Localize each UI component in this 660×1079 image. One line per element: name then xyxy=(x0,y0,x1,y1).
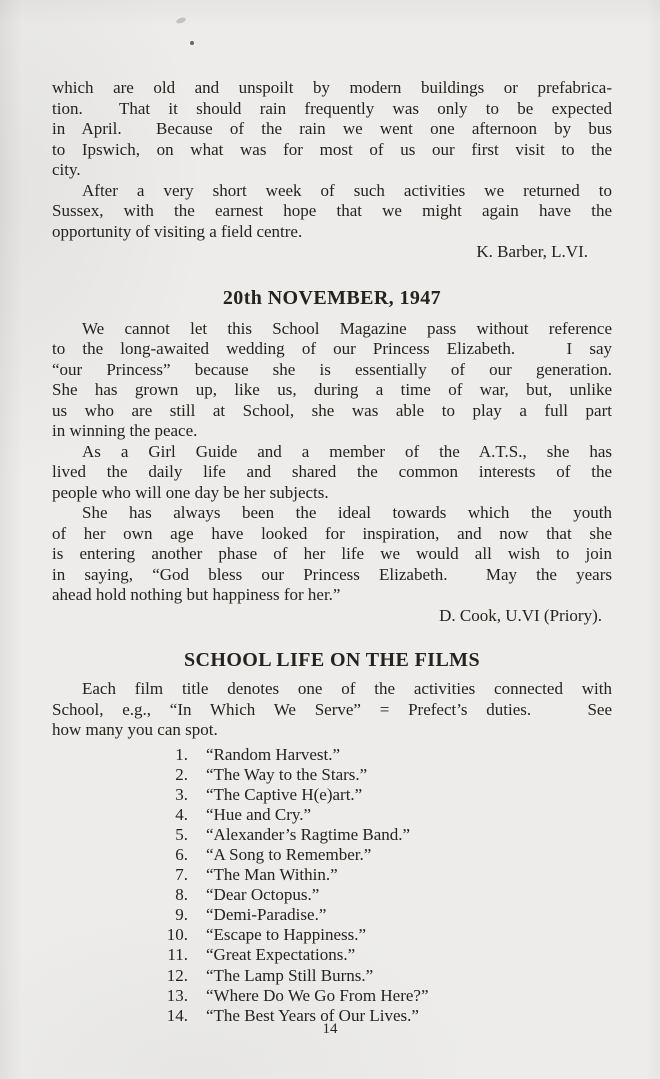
item-number: 1. xyxy=(175,744,188,764)
paragraph xyxy=(52,679,612,741)
item-number: 11. xyxy=(167,945,188,965)
film-title: “The Lamp Still Burns.” xyxy=(206,965,374,985)
text-line: us who are still at School, she was able to play a full part xyxy=(52,400,612,420)
film-title: “The Way to the Stars.” xyxy=(206,764,368,784)
list-item xyxy=(152,885,612,905)
text-line: After a very short week of such activities we returned to xyxy=(82,180,612,200)
film-title: “The Man Within.” xyxy=(206,865,338,885)
section-heading: 20th NOVEMBER, 1947 xyxy=(222,286,442,309)
film-title: “The Best Years of Our Lives.” xyxy=(206,1005,419,1025)
text-line: people who will one day be her subjects. xyxy=(52,482,329,502)
text-line: We cannot let this School Magazine pass without reference xyxy=(82,318,612,338)
text-line: tion. That it should rain frequently was only to be expected xyxy=(52,98,612,118)
text-line: city. xyxy=(52,160,81,179)
film-title: “Hue and Cry.” xyxy=(206,804,312,824)
text-line: School, e.g., “In Which We Serve” = Prefect’s duties. See xyxy=(52,699,612,719)
film-title: “Random Harvest.” xyxy=(206,744,341,764)
list-item xyxy=(152,825,612,845)
item-number: 6. xyxy=(175,844,188,864)
film-title: “Escape to Happiness.” xyxy=(206,925,367,945)
list-item xyxy=(152,966,612,986)
text-line: ahead hold nothing but happiness for her.” xyxy=(52,585,341,604)
text-line: is entering another phase of her life we would all wish to join xyxy=(52,544,612,563)
item-number: 5. xyxy=(175,824,188,844)
author-attribution: D. Cook, U.VI (Priory). xyxy=(439,605,602,625)
list-item xyxy=(152,765,612,785)
text-line: Each film title denotes one of the activities connected with xyxy=(82,679,612,698)
article-november-wedding xyxy=(52,286,612,627)
text-line: She has always been the ideal towards which the youth xyxy=(82,503,612,522)
list-item xyxy=(152,865,612,885)
article-field-trip xyxy=(52,78,612,263)
item-number: 13. xyxy=(166,985,188,1005)
ink-speck xyxy=(190,41,194,45)
paragraph xyxy=(52,319,612,442)
paragraph xyxy=(52,181,612,243)
list-item xyxy=(152,986,612,1006)
text-line: how many you can spot. xyxy=(52,720,218,739)
text-line: in winning the peace. xyxy=(52,421,198,440)
page-number: 14 xyxy=(322,1021,338,1037)
list-item xyxy=(152,745,612,765)
list-item xyxy=(152,785,612,805)
item-number: 12. xyxy=(166,965,188,985)
item-number: 4. xyxy=(175,804,188,824)
text-line: which are old and unspoilt by modern buildings or prefabrica- xyxy=(52,78,612,97)
scan-smudge xyxy=(175,16,186,24)
film-title: “The Captive H(e)art.” xyxy=(206,784,363,804)
article-school-films xyxy=(52,648,612,1026)
list-item xyxy=(152,905,612,925)
film-title: “Great Expectations.” xyxy=(206,945,356,965)
author-attribution: K. Barber, L.VI. xyxy=(476,242,588,261)
page-content xyxy=(52,78,612,1026)
text-line: “our Princess” because she is essentially of our generation. xyxy=(52,359,612,379)
film-title: “Alexander’s Ragtime Band.” xyxy=(206,824,411,844)
item-number: 10. xyxy=(166,925,188,945)
item-number: 3. xyxy=(175,784,188,804)
item-number: 8. xyxy=(175,885,188,905)
text-line: As a Girl Guide and a member of the A.T.S., she has xyxy=(82,441,612,461)
film-title: “Where Do We Go From Here?” xyxy=(206,985,429,1005)
list-item xyxy=(152,845,612,865)
item-number: 14. xyxy=(166,1005,188,1025)
text-line: opportunity of visiting a field centre. xyxy=(52,221,303,241)
paragraph xyxy=(52,442,612,504)
films-list xyxy=(152,745,612,1026)
film-title: “Demi-Paradise.” xyxy=(206,905,327,925)
item-number: 7. xyxy=(175,865,188,885)
item-number: 9. xyxy=(175,905,188,925)
list-item xyxy=(152,945,612,965)
text-line: to Ipswich, on what was for most of us our first visit to the xyxy=(52,139,612,159)
film-title: “Dear Octopus.” xyxy=(206,885,320,905)
section-heading: SCHOOL LIFE ON THE FILMS xyxy=(184,649,480,671)
text-line: of her own age have looked for inspiration, and now that she xyxy=(52,523,612,543)
paragraph xyxy=(52,503,612,606)
text-line: Sussex, with the earnest hope that we might again have the xyxy=(52,201,612,220)
film-title: “A Song to Remember.” xyxy=(206,844,372,864)
list-item xyxy=(152,805,612,825)
text-line: She has grown up, like us, during a time of war, but, unlike xyxy=(52,380,612,399)
list-item xyxy=(152,925,612,945)
text-line: lived the daily life and shared the common interests of the xyxy=(52,462,612,481)
text-line: in April. Because of the rain we went one afternoon by bus xyxy=(52,119,612,138)
text-line: in saying, “God bless our Princess Elizabeth. May the years xyxy=(52,564,612,584)
item-number: 2. xyxy=(175,764,188,784)
text-line: to the long-awaited wedding of our Princess Elizabeth. I say xyxy=(52,339,612,358)
paragraph xyxy=(52,78,612,181)
